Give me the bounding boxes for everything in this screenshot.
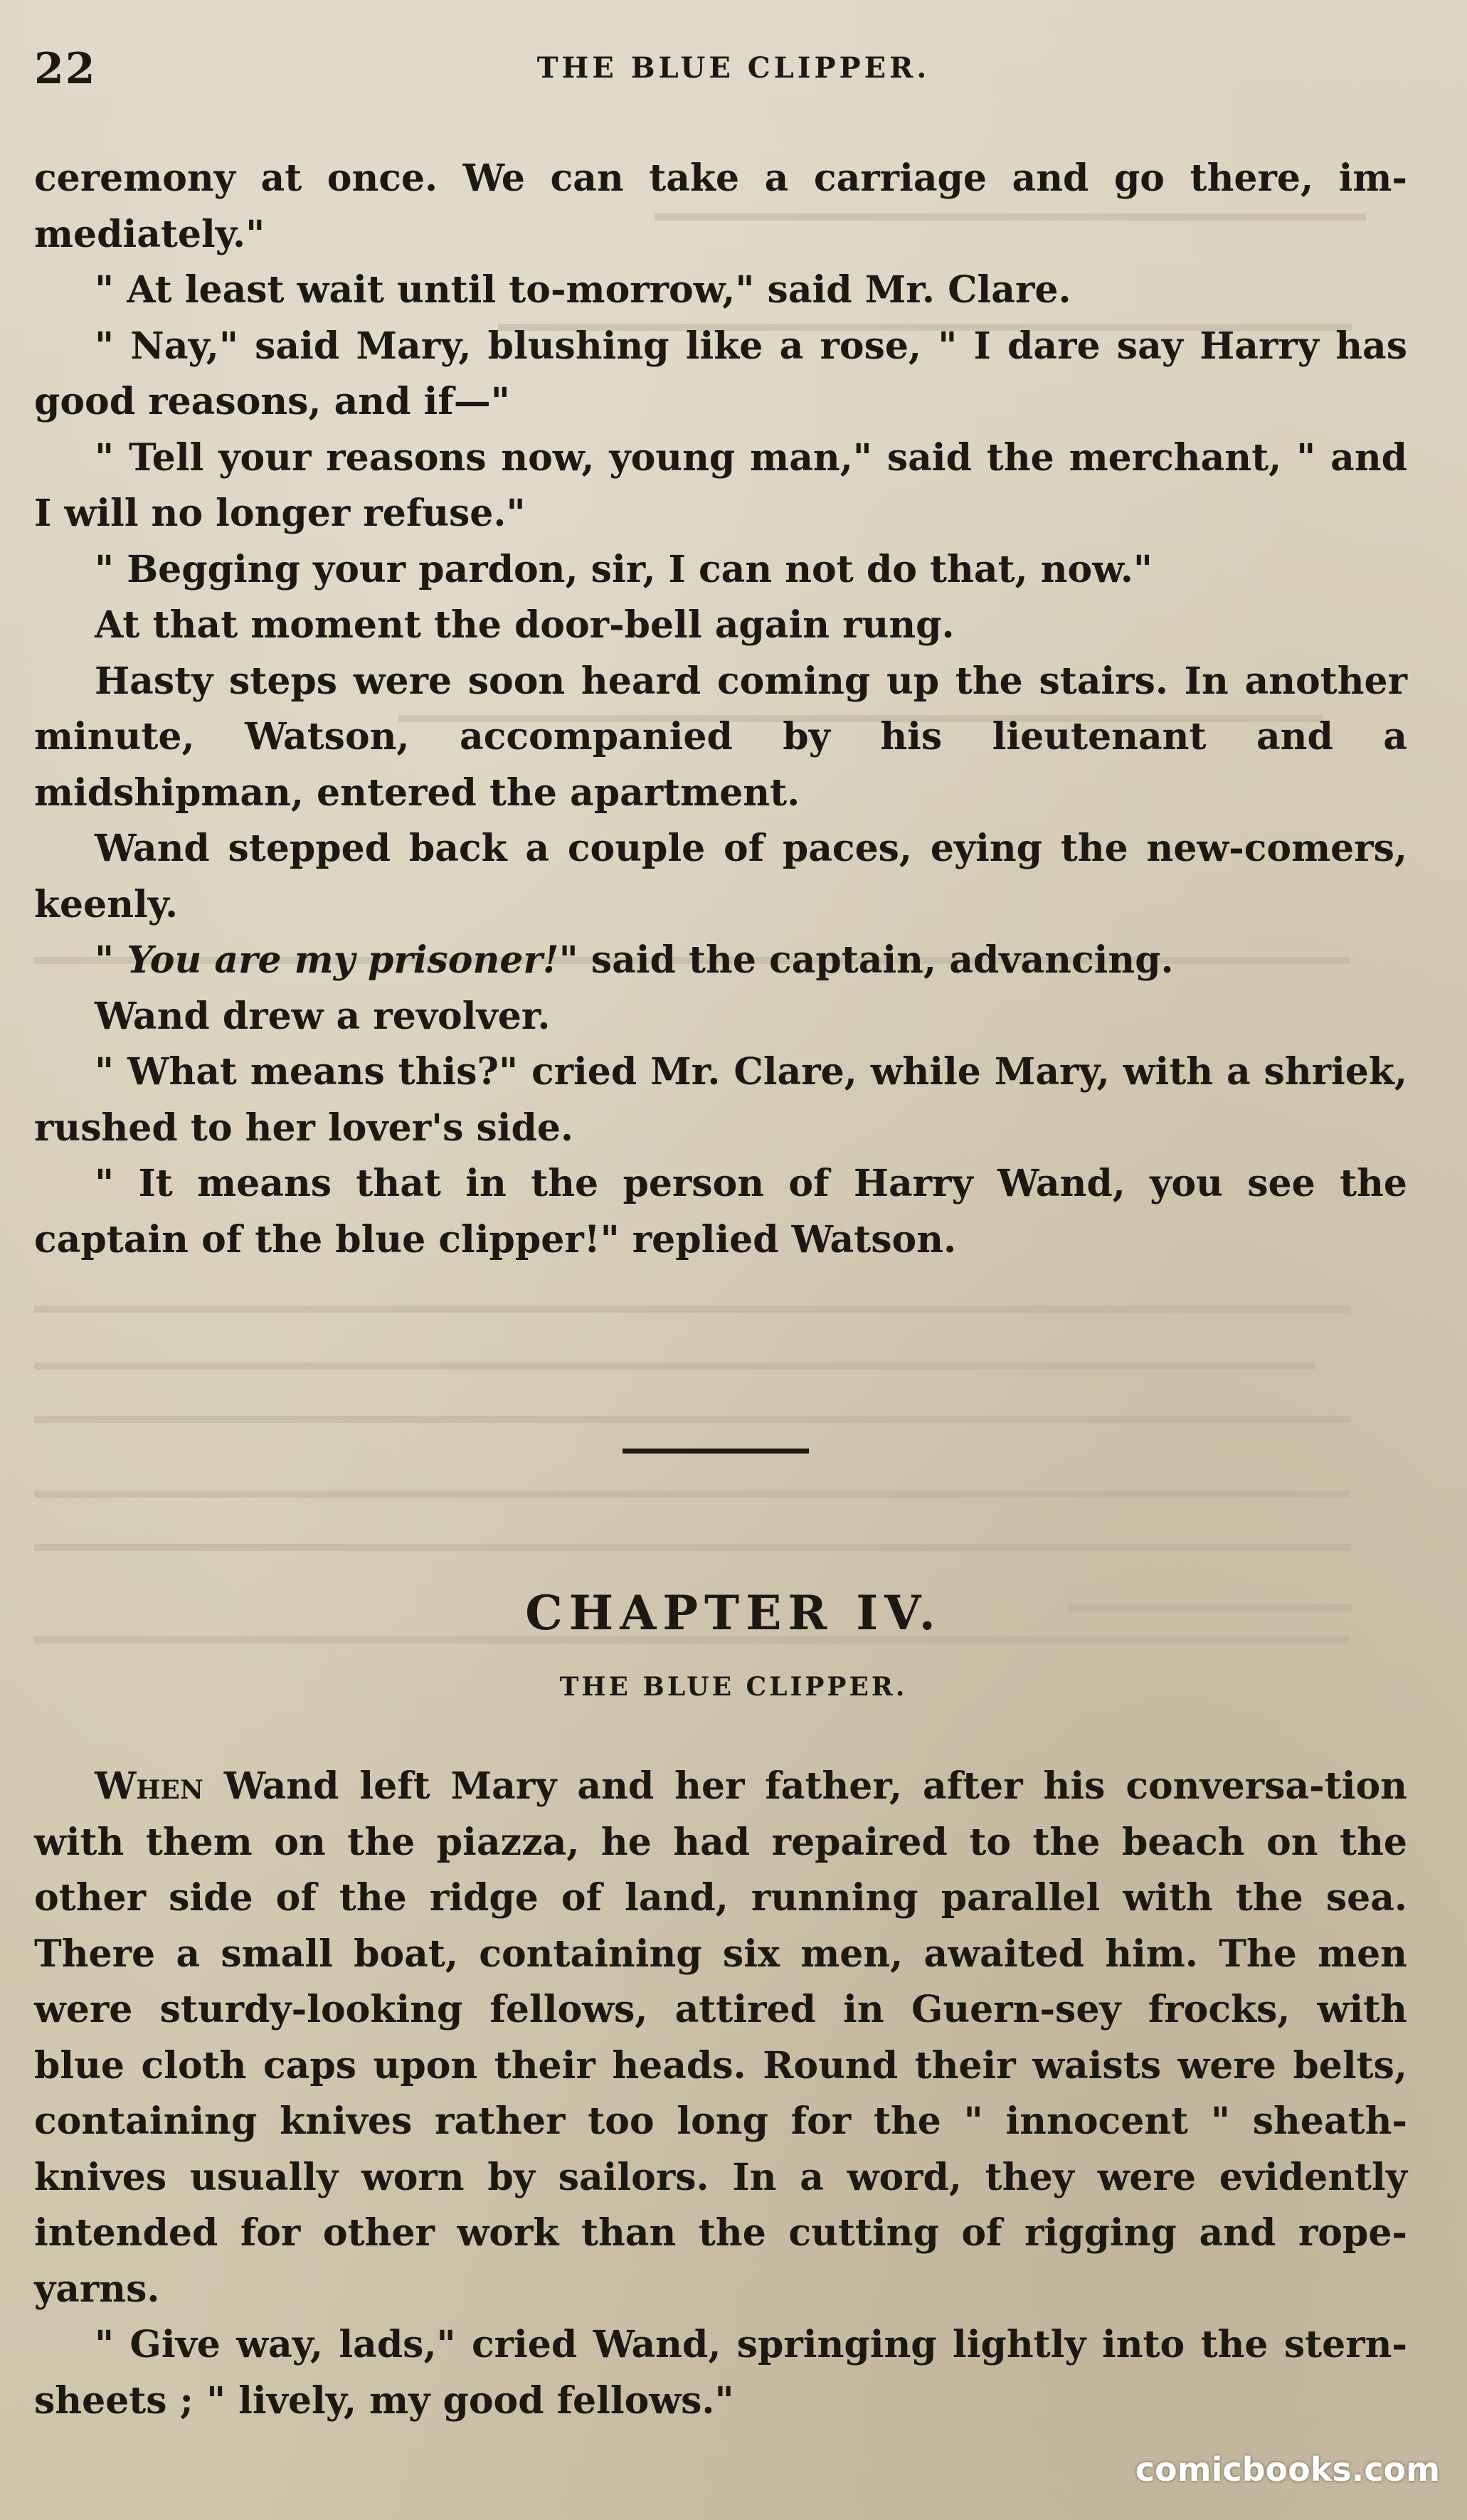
paragraph: " Give way, lads," cried Wand, springing lightly into the stern-sheets ; " lively, my good fellows." xyxy=(34,2323,1407,2423)
paragraph xyxy=(34,1759,1407,2317)
section-divider-rule xyxy=(623,1449,809,1454)
lead-word: When xyxy=(95,1764,203,1808)
paragraph: ceremony at once. We can take a carriage and go there, im-mediately." xyxy=(34,157,1407,256)
italic-phrase: You are my prisoner! xyxy=(127,938,559,982)
paragraph: " It means that in the person of Harry Wand, you see the captain of the blue clipper!" replied Watson. xyxy=(34,1162,1407,1261)
chapter-subtitle: THE BLUE CLIPPER. xyxy=(559,1672,908,1702)
paragraph: " Begging your pardon, sir, I can not do that, now." xyxy=(95,547,1153,591)
page-number: 22 xyxy=(34,44,97,94)
paragraph: Hasty steps were soon heard coming up the stairs. In another minute, Watson, accompanied by his lieutenant and a midshipman, entered the apartment. xyxy=(34,659,1407,815)
page-header xyxy=(34,44,1433,94)
section-2-text xyxy=(34,1759,1407,2429)
quote-rest: " said the captain, advancing. xyxy=(558,938,1174,982)
paragraph-prisoner xyxy=(34,933,1407,989)
chapter-title: CHAPTER IV. xyxy=(525,1585,942,1641)
section-1-text xyxy=(34,151,1407,1268)
paragraph: " Tell your reasons now, young man," said the merchant, " and I will no longer refuse." xyxy=(34,435,1407,535)
paragraph: " What means this?" cried Mr. Clare, while Mary, with a shriek, rushed to her lover's side. xyxy=(34,1050,1407,1150)
paragraph: Wand drew a revolver. xyxy=(95,994,551,1038)
watermark: comicbooks.com xyxy=(1135,2450,1440,2489)
running-head: THE BLUE CLIPPER. xyxy=(536,51,931,85)
paragraph-body: Wand left Mary and her father, after his conversa-tion with them on the piazza, he had repaired to the beach on the other side of the ridge of land, running parallel with the sea. There a small boat, containing six men, awaited him. The men were sturdy-looking fellows, attired in Guern-sey frocks, with blue cloth caps upon their heads. Round their waists were belts, containing knives rather too long for the " innocent " sheath-knives usually worn by sailors. In a word, they were evidently intended for other work than the cutting of rigging and rope-yarns. xyxy=(34,1764,1407,2311)
paragraph: " At least wait until to-morrow," said Mr. Clare. xyxy=(95,268,1071,312)
paragraph: Wand stepped back a couple of paces, eying the new-comers, keenly. xyxy=(34,827,1407,926)
paragraph: At that moment the door-bell again rung. xyxy=(95,603,955,647)
paragraph: " Nay," said Mary, blushing like a rose, " I dare say Harry has good reasons, and if—" xyxy=(34,324,1407,423)
quote-open: " xyxy=(95,938,127,982)
